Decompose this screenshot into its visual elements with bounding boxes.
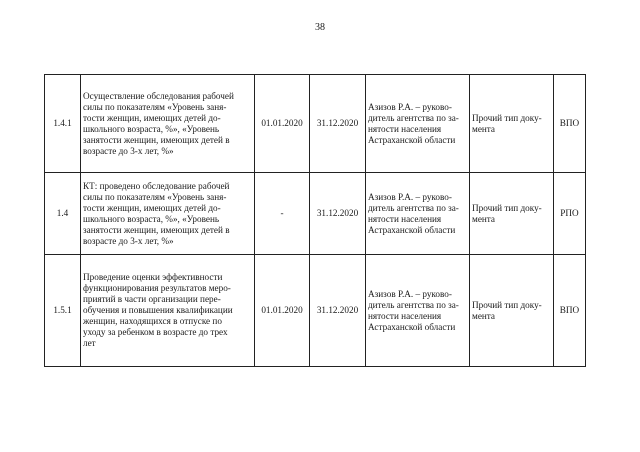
end-date-cell: 31.12.2020 [310,255,366,367]
description-line: женщин, находящихся в отпуске по [83,316,222,326]
description-line: Осуществление обследования рабочей [83,90,234,101]
end-date-cell: 31.12.2020 [310,173,366,255]
description-line: лет [83,338,96,348]
level-cell: РПО [554,173,586,255]
responsible-line: дитель агентства по за- [368,299,459,310]
responsible-line: дитель агентства по за- [368,202,459,213]
description-line: занятости женщин, имеющих детей в [83,134,230,145]
responsible-cell [366,75,470,173]
start-date-cell: 01.01.2020 [255,75,310,173]
document-type-line: Прочий тип доку- [472,299,542,310]
description-line: тости женщин, имеющих детей до- [83,112,221,123]
document-type-line: Прочий тип доку- [472,112,542,123]
description-line: КТ: проведено обследование рабочей [83,180,230,191]
description-line: Проведение оценки эффективности [83,272,223,282]
table-row [45,75,586,173]
responsible-line: Астраханской области [368,224,456,235]
responsible-line: нятости населения [368,213,442,224]
description-cell [81,255,255,367]
description-cell [81,75,255,173]
plan-table [44,74,586,367]
description-line: силы по показателям «Уровень заня- [83,101,227,112]
document-type-cell [470,173,554,255]
document-type-cell [470,75,554,173]
end-date-cell: 31.12.2020 [310,75,366,173]
description-line: школьного возраста, %», «Уровень [83,213,220,224]
item-number-cell: 1.5.1 [45,255,81,367]
responsible-line: Астраханской области [368,321,456,332]
description-line: школьного возраста, %», «Уровень [83,123,220,134]
document-type-cell [470,255,554,367]
description-line: занятости женщин, имеющих детей в [83,224,230,235]
table-row [45,255,586,367]
description-line: обучения и повышения квалификации [83,305,233,315]
responsible-line: Азизов Р.А. – руково- [368,191,452,202]
document-type-line: мента [472,310,496,321]
description-line: уходу за ребенком в возрасте до трех [83,327,228,337]
page-number: 38 [315,22,325,33]
document-type-line: мента [472,213,496,224]
item-number-cell: 1.4.1 [45,75,81,173]
responsible-line: дитель агентства по за- [368,112,459,123]
description-line: возрасте до 3-х лет, %» [83,235,174,246]
document-type-line: мента [472,123,496,134]
description-line: возрасте до 3-х лет, %» [83,145,174,156]
responsible-cell [366,255,470,367]
start-date-cell: 01.01.2020 [255,255,310,367]
responsible-line: Азизов Р.А. – руково- [368,101,452,112]
item-number-cell: 1.4 [45,173,81,255]
responsible-line: Астраханской области [368,134,456,145]
description-line: функционирования результатов меро- [83,283,231,293]
document-type-line: Прочий тип доку- [472,202,542,213]
description-cell [81,173,255,255]
responsible-line: Азизов Р.А. – руково- [368,288,452,299]
description-line: приятий в части организации пере- [83,294,221,304]
level-cell: ВПО [554,75,586,173]
table-row [45,173,586,255]
description-line: силы по показателям «Уровень заня- [83,191,227,202]
responsible-cell [366,173,470,255]
description-line: тости женщин, имеющих детей до- [83,202,221,213]
start-date-cell: - [255,173,310,255]
level-cell: ВПО [554,255,586,367]
responsible-line: нятости населения [368,123,442,134]
responsible-line: нятости населения [368,310,442,321]
